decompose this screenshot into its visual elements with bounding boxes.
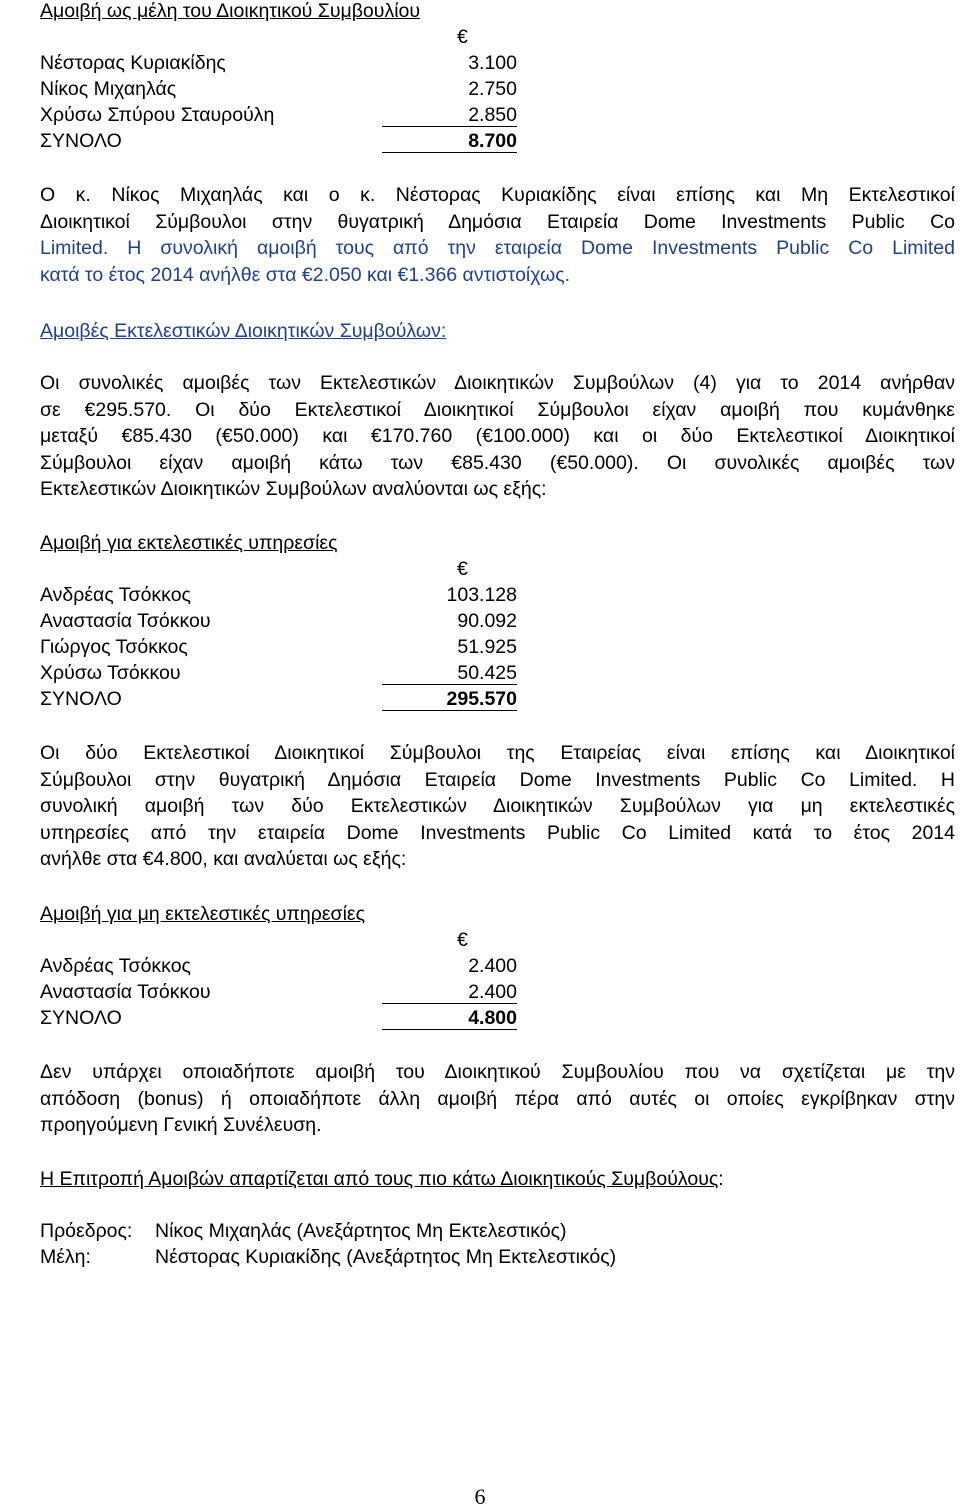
exec-row-name: Γιώργος Τσόκκος — [40, 636, 188, 658]
subtotal-rule — [382, 1003, 517, 1004]
page-number: 6 — [474, 1484, 486, 1509]
nonexec-total-amount: 4.800 — [468, 1007, 517, 1029]
paragraph-subsidiary-executive — [40, 740, 955, 873]
paragraph-line: απόδοση (bonus) ή οποιαδήποτε άλλη αμοιβή πέρα από αυτές οι οποίες εγκρίβηκαν στην — [40, 1087, 955, 1110]
exec-row-amount: 90.092 — [457, 610, 517, 632]
currency-symbol: € — [457, 558, 468, 580]
nonexecutive-services-heading: Αμοιβή για μη εκτελεστικές υπηρεσίες — [40, 903, 365, 925]
subtotal-rule — [382, 684, 517, 685]
paragraph-line: Ο κ. Νίκος Μιχαηλάς και ο κ. Νέστορας Κυριακίδης είναι επίσης και Μη Εκτελεστικοί — [40, 184, 955, 206]
total-rule — [382, 710, 517, 711]
paragraph-executive-remuneration — [40, 370, 955, 503]
paragraph-line: Διοικητικοί Σύμβουλοι στην θυγατρική Δημόσια Εταιρεία Dome Investments Public Co — [40, 210, 955, 233]
paragraph-line: προηγούμενη Γενική Συνέλευση. — [40, 1114, 322, 1136]
exec-row-name: Ανδρέας Τσόκκος — [40, 584, 191, 606]
board-remuneration-heading: Αμοιβή ως μέλη του Διοικητικού Συμβουλίου — [40, 0, 421, 22]
nonexec-row-amount: 2.400 — [468, 955, 517, 977]
paragraph-line: Δεν υπάρχει οποιαδήποτε αμοιβή του Διοικητικού Συμβουλίου που να σχετίζεται με την — [40, 1061, 955, 1083]
committee-members-value: Νέστορας Κυριακίδης (Ανεξάρτητος Μη Εκτελεστικός) — [155, 1246, 617, 1268]
paragraph-no-bonus — [40, 1059, 955, 1139]
executive-remuneration-heading: Αμοιβές Εκτελεστικών Διοικητικών Συμβούλων: — [40, 320, 447, 342]
exec-total-amount: 295.570 — [446, 688, 517, 710]
paragraph-line: Σύμβουλοι είχαν αμοιβή κάτω των €85.430 (€50.000). Οι συνολικές αμοιβές των — [40, 451, 955, 474]
paragraph-line: υπηρεσίες από την εταιρεία Dome Investments Public Co Limited κατά το έτος 2014 — [40, 821, 955, 844]
nonexec-row-name: Αναστασία Τσόκκου — [40, 981, 211, 1003]
paragraph-line: Οι δύο Εκτελεστικοί Διοικητικοί Σύμβουλοι της Εταιρείας είναι επίσης και Διοικητικοί — [40, 742, 955, 764]
currency-symbol: € — [457, 929, 468, 951]
nonexec-total-label: ΣΥΝΟΛΟ — [40, 1007, 122, 1029]
executive-services-heading: Αμοιβή για εκτελεστικές υπηρεσίες — [40, 532, 338, 554]
nonexec-row-name: Ανδρέας Τσόκκος — [40, 955, 191, 977]
paragraph-line: μεταξύ €85.430 (€50.000) και €170.760 (€100.000) και οι δύο Εκτελεστικοί Διοικητικοί — [40, 425, 955, 447]
board-row-amount: 2.750 — [468, 78, 517, 100]
committee-members-label: Μέλη: — [40, 1246, 91, 1268]
paragraph-line: συνολική αμοιβή των δύο Εκτελεστικών Διοικητικών Συμβούλων για μη εκτελεστικές — [40, 795, 955, 817]
board-row-amount: 2.850 — [468, 104, 517, 126]
board-row-name: Νέστορας Κυριακίδης — [40, 52, 226, 74]
board-row-amount: 3.100 — [468, 52, 517, 74]
total-rule — [382, 152, 517, 153]
exec-row-amount: 51.925 — [457, 636, 517, 658]
exec-row-amount: 103.128 — [446, 584, 517, 606]
exec-row-name: Χρύσω Τσόκκου — [40, 662, 181, 684]
committee-chair-label: Πρόεδρος: — [40, 1220, 133, 1242]
exec-row-amount: 50.425 — [457, 662, 517, 684]
currency-symbol: € — [457, 26, 468, 48]
paragraph-line: Limited. Η συνολική αμοιβή τους από την εταιρεία Dome Investments Public Co Limited — [40, 237, 955, 259]
board-row-name: Χρύσω Σπύρου Σταυρούλη — [40, 104, 275, 126]
paragraph-line: σε €295.570. Οι δύο Εκτελεστικοί Διοικητικοί Σύμβουλοι είχαν αμοιβή που κυμάνθηκε — [40, 398, 955, 421]
paragraph-line: Σύμβουλοι στην θυγατρική Δημόσια Εταιρεία Dome Investments Public Co Limited. Η — [40, 768, 955, 791]
committee-chair-value: Νίκος Μιχαηλάς (Ανεξάρτητος Μη Εκτελεστικός) — [155, 1220, 567, 1242]
remuneration-committee-heading: Η Επιτροπή Αμοιβών απαρτίζεται από τους πιο κάτω Διοικητικούς Συμβούλους: — [40, 1168, 724, 1190]
paragraph-line: κατά το έτος 2014 ανήλθε στα €2.050 και €1.366 αντιστοίχως. — [40, 263, 571, 286]
nonexec-row-amount: 2.400 — [468, 981, 517, 1003]
board-total-label: ΣΥΝΟΛΟ — [40, 130, 122, 152]
paragraph-line: ανήλθε στα €4.800, και αναλύεται ως εξής: — [40, 848, 407, 870]
board-row-name: Νίκος Μιχαηλάς — [40, 78, 177, 100]
subtotal-rule — [382, 126, 517, 127]
total-rule — [382, 1029, 517, 1030]
paragraph-line: Εκτελεστικών Διοικητικών Συμβούλων αναλύονται ως εξής: — [40, 478, 547, 500]
paragraph-subsidiary-board — [40, 182, 955, 288]
paragraph-line: Οι συνολικές αμοιβές των Εκτελεστικών Διοικητικών Συμβούλων (4) για το 2014 ανήρθαν — [40, 372, 955, 394]
exec-row-name: Αναστασία Τσόκκου — [40, 610, 211, 632]
board-total-amount: 8.700 — [468, 130, 517, 152]
exec-total-label: ΣΥΝΟΛΟ — [40, 688, 122, 710]
